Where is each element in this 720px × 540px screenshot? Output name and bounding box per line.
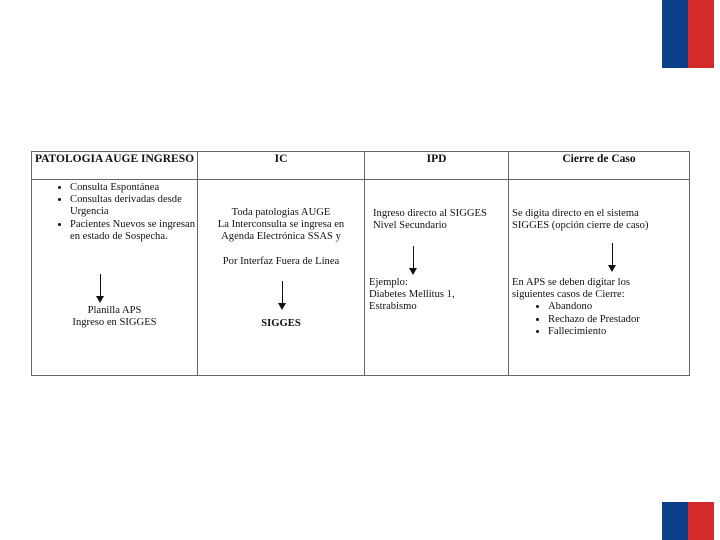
flag-red-stripe (688, 502, 714, 540)
header-patologia-auge-ingreso: PATOLOGIA AUGE INGRESO (32, 152, 198, 180)
auge-flow-table (31, 151, 690, 376)
header-ic: IC (198, 152, 365, 180)
list-item: • Consulta Espontánea (70, 182, 197, 194)
ingreso-list (32, 182, 197, 243)
header-ipd: IPD (365, 152, 509, 180)
flag-red-stripe (688, 0, 714, 68)
flag-blue-stripe (662, 0, 688, 68)
cell-cierre (509, 180, 690, 376)
list-item: • Fallecimiento (548, 326, 640, 338)
flag-bottom-right (662, 502, 714, 540)
down-arrow-icon (100, 274, 101, 298)
flag-top-right (662, 0, 714, 68)
cell-ic (198, 180, 365, 376)
cierre-description: Se digita directo en el sistema SIGGES (opción cierre de caso) (512, 208, 649, 232)
header-cierre-de-caso: Cierre de Caso (509, 152, 690, 180)
ipd-example: Ejemplo: Diabetes Mellitus 1, Estrabismo (369, 277, 455, 313)
cell-patologia (32, 180, 198, 376)
content-row (32, 180, 690, 376)
ic-description: Toda patologias AUGE La Interconsulta se ingresa en Agenda Electrónica SSAS y Por Interfaz Fuera de Línea (217, 207, 345, 267)
list-item: • Pacientes Nuevos se ingresan en estado de Sospecha. (70, 219, 197, 243)
down-arrow-icon (612, 243, 613, 267)
list-item: • Rechazo de Prestador (548, 314, 640, 326)
list-item: • Abandono (548, 301, 640, 313)
flag-blue-stripe (662, 502, 688, 540)
cierre-cases: En APS se deben digitar los siguientes casos de Cierre: • Abandono • Rechazo de Prestador • Fallecimiento (512, 277, 640, 338)
list-item: • Consultas derivadas desde Urgencia (70, 194, 197, 218)
cierre-list (512, 301, 640, 338)
cell-ipd (365, 180, 509, 376)
down-arrow-icon (413, 246, 414, 270)
header-row (32, 152, 690, 180)
down-arrow-icon (282, 281, 283, 305)
ipd-description: Ingreso directo al SIGGES Nivel Secundario (373, 208, 487, 232)
ingreso-result: Planilla APS Ingreso en SIGGES (72, 305, 157, 329)
ic-result: SIGGES (261, 318, 301, 329)
